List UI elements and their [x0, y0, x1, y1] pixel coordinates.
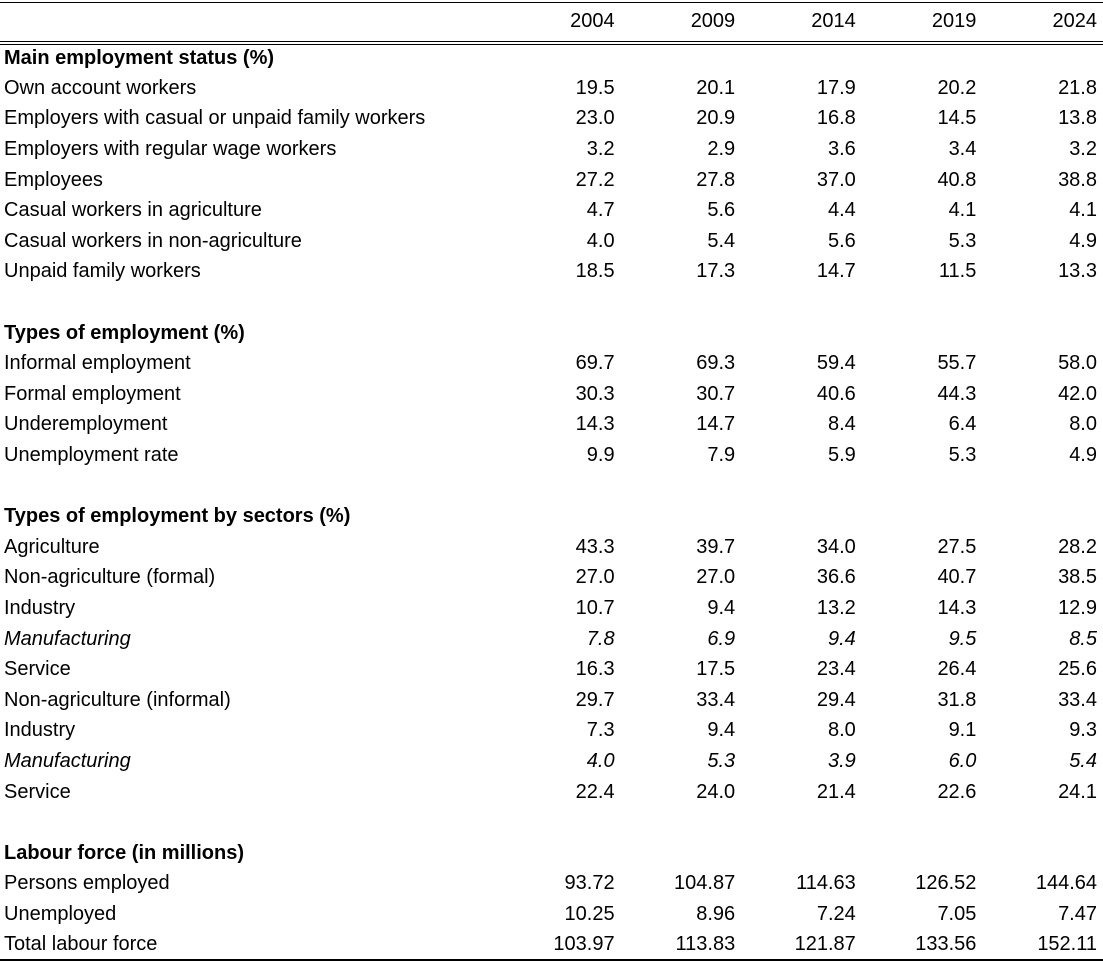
value-cell: 5.4: [1069, 749, 1097, 772]
value-cell: 4.0: [586, 229, 615, 252]
value-cell: 113.83: [621, 930, 742, 961]
row-label: Unemployed: [4, 902, 117, 925]
value-cell: 69.3: [696, 352, 736, 375]
value-cell: 31.8: [937, 688, 977, 711]
value-cell: 93.72: [564, 872, 615, 895]
table-row: [0, 532, 1103, 563]
value-cell: 43.3: [575, 535, 615, 558]
section-title: Labour force (in millions): [4, 841, 245, 864]
value-cell: 4.1: [1069, 199, 1097, 222]
value-cell: 2.9: [707, 138, 736, 161]
value-cell: [621, 501, 742, 532]
value-cell: 14.3: [937, 596, 977, 619]
value-cell: 3.4: [948, 138, 977, 161]
header-year: 2009: [621, 3, 742, 43]
sub-subcategory-row: [0, 746, 1103, 777]
spacer-row: [0, 471, 1103, 502]
value-cell: 9.4: [707, 719, 736, 742]
table-row: [0, 685, 1103, 716]
value-cell: 27.5: [937, 535, 977, 558]
value-cell: 59.4: [816, 352, 856, 375]
row-label: Agriculture: [4, 535, 100, 558]
table-row: [0, 410, 1103, 441]
value-cell: 5.9: [827, 444, 856, 467]
value-cell: 24.1: [1058, 780, 1097, 803]
value-cell: 133.56: [862, 930, 983, 961]
value-cell: 5.3: [707, 749, 736, 772]
value-cell: 4.1: [948, 199, 977, 222]
value-cell: 22.4: [575, 780, 615, 803]
row-label: Informal employment: [4, 352, 191, 375]
value-cell: 104.87: [674, 872, 736, 895]
value-cell: 23.4: [816, 658, 856, 681]
value-cell: 7.47: [1058, 902, 1097, 925]
row-label: Casual workers in agriculture: [4, 199, 262, 222]
value-cell: 5.3: [948, 229, 977, 252]
value-cell: [982, 471, 1103, 502]
section-title: Main employment status (%): [4, 47, 275, 70]
value-cell: 27.0: [575, 566, 615, 589]
value-cell: 10.7: [575, 596, 615, 619]
header-label-cell: [0, 3, 500, 43]
value-cell: 38.8: [1058, 168, 1097, 191]
value-cell: 69.7: [575, 352, 615, 375]
row-label: Underemployment: [4, 413, 168, 436]
table-row: [0, 563, 1103, 594]
value-cell: 3.6: [827, 138, 856, 161]
value-cell: 25.6: [1058, 658, 1097, 681]
value-cell: 13.3: [1058, 260, 1097, 283]
value-cell: 121.87: [741, 930, 862, 961]
value-cell: 44.3: [937, 382, 977, 405]
row-label: Unpaid family workers: [4, 260, 201, 283]
value-cell: [982, 501, 1103, 532]
section-header-row: [0, 501, 1103, 532]
value-cell: 21.8: [1058, 76, 1097, 99]
value-cell: 7.24: [816, 902, 856, 925]
subcategory-row: [0, 777, 1103, 808]
value-cell: [621, 318, 742, 349]
row-label: Total labour force: [0, 930, 500, 961]
value-cell: 20.1: [696, 76, 736, 99]
value-cell: 9.4: [827, 627, 856, 650]
value-cell: 36.6: [816, 566, 856, 589]
value-cell: 30.7: [696, 382, 736, 405]
value-cell: 7.05: [937, 902, 977, 925]
value-cell: 4.9: [1069, 229, 1097, 252]
value-cell: [862, 318, 983, 349]
table-row: [0, 195, 1103, 226]
subcategory-row: [0, 716, 1103, 747]
value-cell: [500, 318, 621, 349]
value-cell: 9.9: [586, 444, 615, 467]
value-cell: [982, 838, 1103, 869]
header-year: 2004: [500, 3, 621, 43]
value-cell: [621, 838, 742, 869]
table-row: [0, 226, 1103, 257]
value-cell: 6.9: [707, 627, 736, 650]
value-cell: [741, 807, 862, 838]
value-cell: [982, 43, 1103, 74]
value-cell: 14.7: [696, 413, 736, 436]
row-label: Industry: [4, 719, 76, 742]
row-label: Employers with regular wage workers: [4, 138, 337, 161]
value-cell: 58.0: [1058, 352, 1097, 375]
section-header-row: [0, 838, 1103, 869]
value-cell: 3.9: [827, 749, 856, 772]
table-row: [0, 379, 1103, 410]
value-cell: [741, 43, 862, 74]
value-cell: 38.5: [1058, 566, 1097, 589]
table-row: [0, 869, 1103, 900]
spacer-row: [0, 807, 1103, 838]
value-cell: [862, 501, 983, 532]
value-cell: 3.2: [1069, 138, 1097, 161]
value-cell: 152.11: [982, 930, 1103, 961]
row-label: Employers with casual or unpaid family workers: [4, 107, 426, 130]
value-cell: 4.7: [586, 199, 615, 222]
value-cell: 40.6: [816, 382, 856, 405]
table-body: [0, 43, 1103, 961]
sub-subcategory-row: [0, 624, 1103, 655]
value-cell: 27.0: [696, 566, 736, 589]
value-cell: 13.2: [816, 596, 856, 619]
value-cell: 8.0: [827, 719, 856, 742]
row-label: Service: [4, 658, 71, 681]
row-label: Manufacturing: [4, 749, 131, 772]
row-label: Industry: [4, 596, 76, 619]
value-cell: [741, 318, 862, 349]
value-cell: 40.8: [937, 168, 977, 191]
value-cell: 11.5: [938, 260, 977, 283]
table-row: [0, 348, 1103, 379]
row-label: Formal employment: [4, 382, 181, 405]
header-row: [0, 3, 1103, 43]
table-row: [0, 165, 1103, 196]
value-cell: 55.7: [937, 352, 977, 375]
header-year: 2014: [741, 3, 862, 43]
value-cell: 17.5: [696, 658, 736, 681]
section-header-row: [0, 318, 1103, 349]
value-cell: 14.3: [575, 413, 615, 436]
value-cell: 20.9: [696, 107, 736, 130]
value-cell: 5.4: [707, 229, 736, 252]
employment-table: [0, 2, 1103, 961]
subcategory-row: [0, 654, 1103, 685]
value-cell: 29.7: [575, 688, 615, 711]
value-cell: [862, 43, 983, 74]
value-cell: 33.4: [1058, 688, 1097, 711]
value-cell: 37.0: [816, 168, 856, 191]
row-label: Service: [4, 780, 71, 803]
value-cell: 16.3: [575, 658, 615, 681]
value-cell: 5.6: [827, 229, 856, 252]
spacer-row: [0, 287, 1103, 318]
row-label: Non-agriculture (informal): [4, 688, 231, 711]
value-cell: 33.4: [696, 688, 736, 711]
value-cell: 22.6: [937, 780, 977, 803]
value-cell: 5.3: [948, 444, 977, 467]
value-cell: 17.3: [696, 260, 736, 283]
value-cell: 9.4: [707, 596, 736, 619]
value-cell: 42.0: [1058, 382, 1097, 405]
value-cell: 12.9: [1058, 596, 1097, 619]
value-cell: [982, 287, 1103, 318]
value-cell: 27.2: [575, 168, 615, 191]
value-cell: 29.4: [816, 688, 856, 711]
row-label: Employees: [4, 168, 103, 191]
section-header-row: [0, 43, 1103, 74]
value-cell: 16.8: [816, 107, 856, 130]
value-cell: 24.0: [696, 780, 736, 803]
value-cell: [621, 807, 742, 838]
table-row: [0, 104, 1103, 135]
table-row: [0, 930, 1103, 961]
value-cell: 27.8: [696, 168, 736, 191]
value-cell: 19.5: [575, 76, 615, 99]
row-label: Casual workers in non-agriculture: [4, 229, 302, 252]
value-cell: 7.9: [707, 444, 736, 467]
value-cell: 23.0: [575, 107, 615, 130]
value-cell: 7.3: [586, 719, 615, 742]
value-cell: [500, 43, 621, 74]
row-label: Own account workers: [4, 76, 197, 99]
value-cell: 39.7: [696, 535, 736, 558]
value-cell: 144.64: [1035, 872, 1097, 895]
value-cell: [500, 471, 621, 502]
value-cell: [500, 287, 621, 318]
value-cell: 103.97: [500, 930, 621, 961]
value-cell: 6.0: [948, 749, 977, 772]
value-cell: [621, 287, 742, 318]
value-cell: 4.0: [586, 749, 615, 772]
value-cell: 18.5: [575, 260, 615, 283]
value-cell: 14.7: [816, 260, 856, 283]
value-cell: 9.1: [948, 719, 977, 742]
value-cell: 9.3: [1069, 719, 1097, 742]
value-cell: [982, 807, 1103, 838]
row-label: Non-agriculture (formal): [4, 566, 216, 589]
value-cell: 4.9: [1069, 444, 1097, 467]
value-cell: [862, 471, 983, 502]
table-row: [0, 134, 1103, 165]
value-cell: [621, 43, 742, 74]
row-label: [0, 471, 500, 502]
value-cell: 126.52: [915, 872, 977, 895]
value-cell: 3.2: [586, 138, 615, 161]
row-label: Persons employed: [4, 872, 170, 895]
value-cell: [862, 287, 983, 318]
section-title: Types of employment by sectors (%): [4, 505, 351, 528]
value-cell: [500, 807, 621, 838]
value-cell: 10.25: [564, 902, 615, 925]
value-cell: [741, 287, 862, 318]
value-cell: 17.9: [816, 76, 856, 99]
value-cell: 30.3: [575, 382, 615, 405]
value-cell: 7.8: [586, 627, 615, 650]
row-label: Manufacturing: [4, 627, 131, 650]
row-label: [0, 287, 500, 318]
value-cell: 8.0: [1069, 413, 1097, 436]
value-cell: 20.2: [937, 76, 977, 99]
value-cell: 114.63: [796, 872, 856, 895]
value-cell: 4.4: [827, 199, 856, 222]
value-cell: 8.96: [696, 902, 736, 925]
value-cell: 6.4: [948, 413, 977, 436]
value-cell: [862, 838, 983, 869]
value-cell: [741, 471, 862, 502]
value-cell: 21.4: [816, 780, 856, 803]
value-cell: [741, 838, 862, 869]
table-row: [0, 899, 1103, 930]
value-cell: 34.0: [816, 535, 856, 558]
value-cell: 26.4: [937, 658, 977, 681]
table-row: [0, 440, 1103, 471]
row-label: Unemployment rate: [4, 444, 179, 467]
row-label: [0, 807, 500, 838]
table-row: [0, 257, 1103, 288]
value-cell: [500, 838, 621, 869]
value-cell: [982, 318, 1103, 349]
value-cell: [500, 501, 621, 532]
value-cell: [862, 807, 983, 838]
value-cell: 9.5: [948, 627, 977, 650]
value-cell: 40.7: [937, 566, 977, 589]
value-cell: [741, 501, 862, 532]
value-cell: 8.5: [1069, 627, 1097, 650]
value-cell: 14.5: [937, 107, 977, 130]
value-cell: 5.6: [707, 199, 736, 222]
header-year: 2024: [982, 3, 1103, 43]
table-row: [0, 73, 1103, 104]
value-cell: 13.8: [1058, 107, 1097, 130]
subcategory-row: [0, 593, 1103, 624]
value-cell: 8.4: [827, 413, 856, 436]
value-cell: [621, 471, 742, 502]
header-year: 2019: [862, 3, 983, 43]
value-cell: 28.2: [1058, 535, 1097, 558]
section-title: Types of employment (%): [4, 321, 245, 344]
